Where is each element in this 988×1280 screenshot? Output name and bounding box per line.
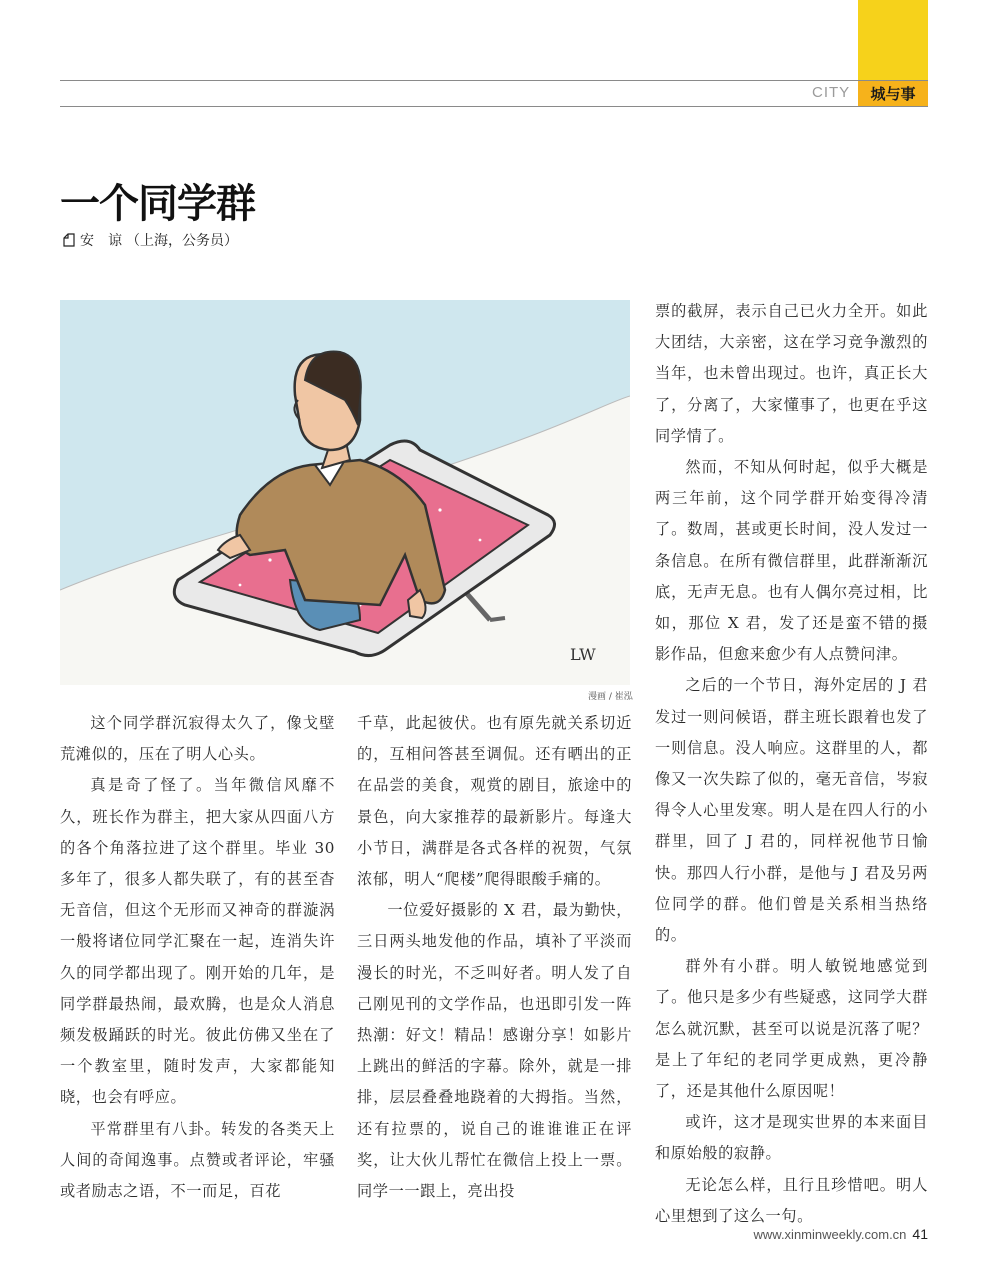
section-city-label: CITY [812, 84, 851, 101]
website-url: www.xinminweekly.com.cn [753, 1227, 907, 1242]
paragraph-continued: 千草，此起彼伏。也有原先就关系切近的，互相问答甚至调侃。还有晒出的正在品尝的美食，观赏的剧目，旅途中的景色，向大家推荐的最新影片。每逢大小节日，满群是各式各样的祝贺，气氛浓郁，明人“爬楼”爬得眼酸手痛的。 [357, 714, 632, 889]
illustration-credit: 漫画 / 崔泓 [588, 692, 633, 702]
paragraph-continued: 票的截屏，表示自己已火力全开。如此大团结，大亲密，这在学习竞争激烈的当年，也未曾出现过。也许，真正长大了，分离了，大家懂事了，也更在乎这同学情了。 [655, 302, 928, 445]
header-rule-top [60, 80, 928, 81]
byline [62, 230, 238, 250]
paragraph: 真是奇了怪了。当年微信风靡不久，班长作为群主，把大家从四面八方的各个角落拉进了这个群里。毕业 30 多年了，很多人都失联了，有的甚至杳无音信，但这个无形而又神奇的群漩涡一般将诸位同学汇聚在一起，连消失许久的同学都出现了。刚开始的几年，是同学群最热闹，最欢腾，也是众人消息频发极踊跃的时光。彼此仿佛又坐在了一个教室里，随时发声，大家都能知晓，也会有呼应。 [60, 776, 335, 1107]
text-column-2 [357, 708, 632, 1207]
illustration [60, 300, 630, 685]
paragraph: 无论怎么样，且行且珍惜吧。明人心里想到了这么一句。 [655, 1175, 928, 1225]
paragraph: 之后的一个节日，海外定居的 J 君发过一则问候语，群主班长跟着也发了一则信息。没人响应。这群里的人，都像又一次失踪了似的，毫无音信，岑寂得令人心里发寒。明人是在四人行的小群里，回了 J 君的，同样祝他节日愉快。那四人行小群，是他与 J 君及另两位同学的群。他们曾是关系相当热络的。 [655, 676, 928, 945]
page-number: 41 [912, 1226, 928, 1242]
paragraph: 或许，这才是现实世界的本来面目和原始般的寂静。 [655, 1113, 928, 1163]
cartoon-image [60, 300, 630, 685]
illustration-signature: LW [570, 645, 596, 664]
article-title: 一个同学群 [60, 180, 255, 227]
text-column-1 [60, 708, 335, 1207]
author-note: （上海，公务员） [126, 233, 238, 249]
pen-icon [62, 233, 76, 247]
author-name: 安 谅 [80, 233, 122, 249]
header-rule-bottom [60, 106, 928, 107]
paragraph: 一位爱好摄影的 X 君，最为勤快，三日两头地发他的作品，填补了平淡而漫长的时光，不乏叫好者。明人发了自己刚见刊的文学作品，也迅即引发一阵热潮：好文！精品！感谢分享！如影片上跳出的鲜活的字幕。除外，就是一排排，层层叠叠地跷着的大拇指。当然，还有拉票的，说自己的谁谁谁正在评奖，让大伙儿帮忙在微信上投上一票。同学一一跟上，亮出投 [357, 901, 632, 1201]
paragraph: 然而，不知从何时起，似乎大概是两三年前，这个同学群开始变得冷清了。数周，甚或更长时间，没人发过一条信息。在所有微信群里，此群渐渐沉底，无声无息。也有人偶尔亮过相，比如，那位 X 君，发了还是蛮不错的摄影作品，但愈来愈少有人点赞问津。 [655, 458, 928, 664]
text-column-3 [655, 296, 928, 1232]
page-footer [754, 1226, 929, 1242]
section-label: 城与事 [858, 81, 928, 106]
paragraph: 群外有小群。明人敏锐地感觉到了。他只是多少有些疑惑，这同学大群怎么就沉默，甚至可以说是沉落了呢？是上了年纪的老同学更成熟，更冷静了，还是其他什么原因呢！ [655, 957, 928, 1101]
paragraph: 这个同学群沉寂得太久了，像戈壁荒滩似的，压在了明人心头。 [60, 714, 335, 764]
corner-tab [858, 0, 928, 80]
paragraph: 平常群里有八卦。转发的各类天上人间的奇闻逸事。点赞或者评论，牢骚或者励志之语，不一而足，百花 [60, 1119, 335, 1201]
